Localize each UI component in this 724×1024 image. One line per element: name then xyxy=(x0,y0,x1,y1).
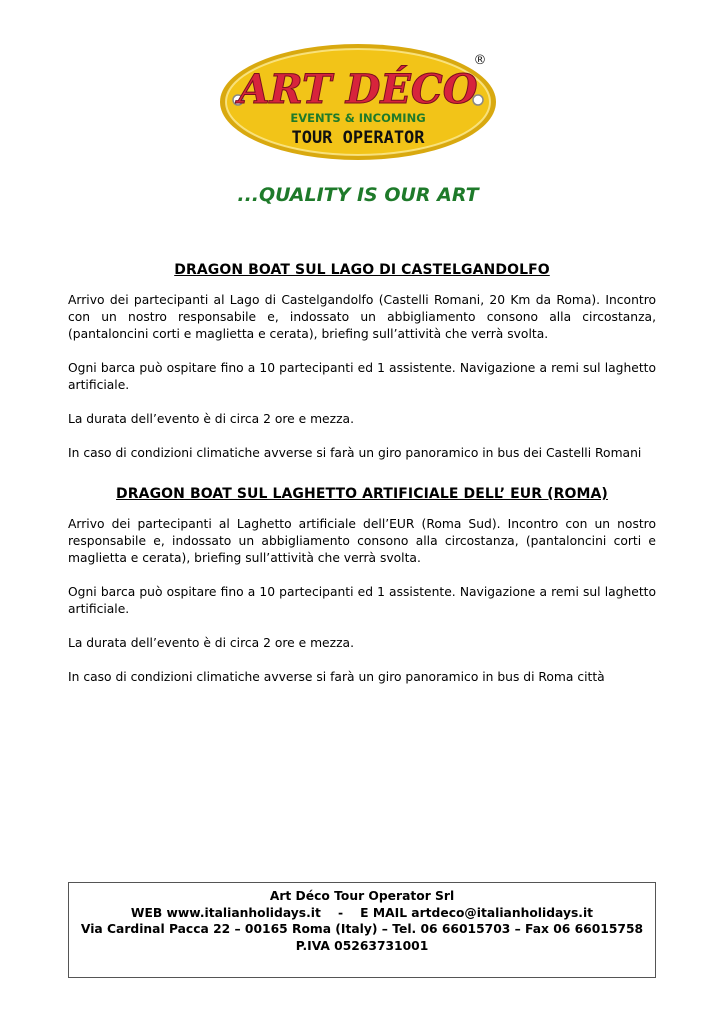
logo-line2: TOUR OPERATOR xyxy=(291,128,425,148)
section-eur xyxy=(68,486,656,686)
paragraph: Ogni barca può ospitare fino a 10 partecipanti ed 1 assistente. Navigazione a remi sul laghetto artificiale. xyxy=(68,585,656,616)
footer-company: Art Déco Tour Operator Srl xyxy=(269,889,455,903)
paragraph: In caso di condizioni climatiche avverse si farà un giro panoramico in bus dei Castelli Romani xyxy=(68,446,642,460)
paragraph: Arrivo dei partecipanti al Laghetto artificiale dell’EUR (Roma Sud). Incontro con un nostro responsabile e, indossato un abbigliamento consono alla circostanza, (pantaloncini corti e maglietta e cerata), briefing sull’attività che verrà svolta. xyxy=(68,517,656,565)
section-title: DRAGON BOAT SUL LAGHETTO ARTIFICIALE DELL’ EUR (ROMA) xyxy=(116,486,608,502)
logo-graphic xyxy=(210,40,510,210)
footer-address: Via Cardinal Pacca 22 – 00165 Roma (Italy) – Tel. 06 66015703 – Fax 06 66015758 xyxy=(80,922,644,936)
logo-tagline: ...QUALITY IS OUR ART xyxy=(237,184,479,206)
paragraph: In caso di condizioni climatiche avverse si farà un giro panoramico in bus di Roma città xyxy=(68,670,605,684)
section-castelgandolfo xyxy=(68,262,656,462)
logo-brand: ART DÉCO xyxy=(238,66,478,113)
logo-registered: ® xyxy=(473,53,487,68)
paragraph: La durata dell’evento è di circa 2 ore e mezza. xyxy=(68,412,354,426)
paragraph: La durata dell’evento è di circa 2 ore e mezza. xyxy=(68,636,354,650)
footer-box xyxy=(68,882,656,978)
paragraph: Ogni barca può ospitare fino a 10 partecipanti ed 1 assistente. Navigazione a remi sul laghetto artificiale. xyxy=(68,361,656,392)
logo-line1: EVENTS & INCOMING xyxy=(290,111,426,125)
footer-vat: P.IVA 05263731001 xyxy=(295,938,429,953)
section-title: DRAGON BOAT SUL LAGO DI CASTELGANDOLFO xyxy=(174,262,550,278)
footer-contacts: WEB www.italianholidays.it - E MAIL artdeco@italianholidays.it xyxy=(130,905,594,920)
paragraph: Arrivo dei partecipanti al Lago di Castelgandolfo (Castelli Romani, 20 Km da Roma). Incontro con un nostro responsabile e, indossato un abbigliamento consono alla circostanza, (pantaloncini corti e maglietta e cerata), briefing sull’attività che verrà svolta. xyxy=(68,293,656,341)
company-logo xyxy=(210,40,510,210)
